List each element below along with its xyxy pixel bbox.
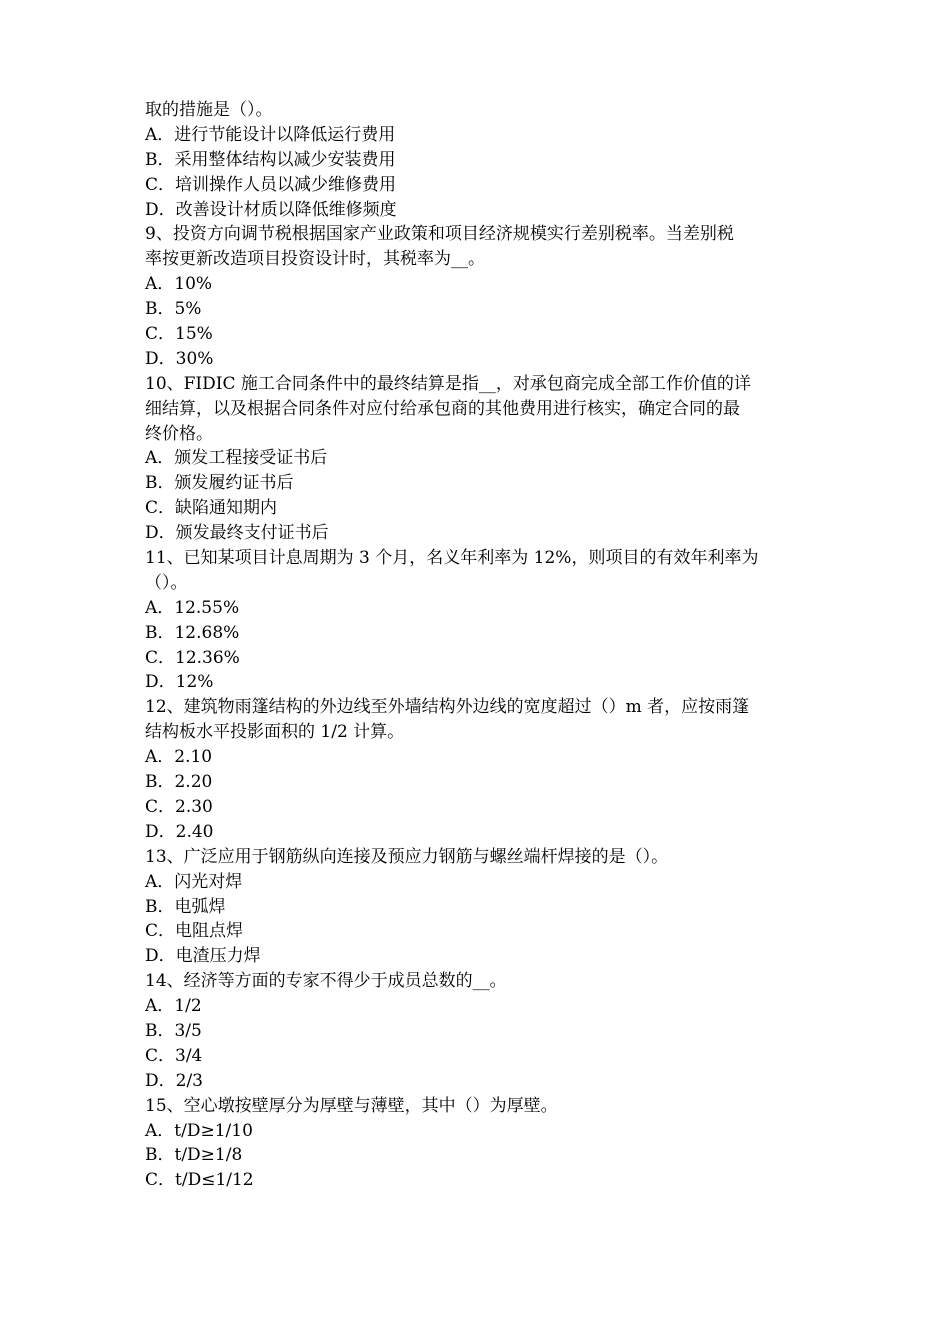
text-line: 15、空心墩按壁厚分为厚壁与薄壁，其中（）为厚壁。 bbox=[145, 1095, 558, 1116]
text-line: A．10% bbox=[145, 274, 213, 295]
text-line: C．3/4 bbox=[145, 1045, 203, 1066]
text-line: 取的措施是（）。 bbox=[145, 100, 273, 120]
text-line: 终价格。 bbox=[145, 423, 213, 444]
text-line: B．t/D≥1/8 bbox=[145, 1145, 243, 1166]
text-line: D．电渣压力焊 bbox=[145, 946, 261, 967]
text-line: D．2.40 bbox=[145, 821, 214, 842]
text-line: C．15% bbox=[145, 324, 213, 345]
text-line: 13、广泛应用于钢筋纵向连接及预应力钢筋与螺丝端杆焊接的是（）。 bbox=[145, 846, 669, 867]
text-line: B．2.20 bbox=[145, 772, 213, 793]
text-line: 率按更新改造项目投资设计时，其税率为__。 bbox=[145, 249, 485, 270]
text-line: 9、投资方向调节税根据国家产业政策和项目经济规模实行差别税率。当差别税 bbox=[145, 224, 734, 245]
text-line: 12、建筑物雨篷结构的外边线至外墙结构外边线的宽度超过（）m 者，应按雨篷 bbox=[145, 697, 750, 718]
text-line: D．30% bbox=[145, 348, 214, 369]
text-line: 11、已知某项目计息周期为 3 个月，名义年利率为 12%，则项目的有效年利率为 bbox=[145, 548, 759, 569]
text-line: C．12.36% bbox=[145, 647, 240, 668]
text-line: C．2.30 bbox=[145, 796, 213, 817]
text-line: D．2/3 bbox=[145, 1070, 203, 1091]
text-line: B．采用整体结构以减少安装费用 bbox=[145, 149, 396, 170]
text-line: B．电弧焊 bbox=[145, 896, 226, 917]
document-body bbox=[145, 98, 810, 1193]
text-line: B．3/5 bbox=[145, 1020, 202, 1041]
text-line: 结构板水平投影面积的 1/2 计算。 bbox=[145, 722, 405, 743]
text-line: A．t/D≥1/10 bbox=[145, 1120, 253, 1141]
text-line: C．电阻点焊 bbox=[145, 921, 244, 942]
text-line: （）。 bbox=[145, 572, 188, 593]
text-line: C．t/D≤1/12 bbox=[145, 1170, 254, 1191]
text-line: D．12% bbox=[145, 672, 214, 693]
text-line: C．缺陷通知期内 bbox=[145, 498, 278, 519]
text-line: B．5% bbox=[145, 299, 202, 320]
text-line: A．1/2 bbox=[145, 996, 202, 1017]
text-line: A．2.10 bbox=[145, 747, 213, 768]
text-line: C．培训操作人员以减少维修费用 bbox=[145, 174, 397, 195]
text-line: D．改善设计材质以降低维修频度 bbox=[145, 199, 397, 220]
text-line: B．颁发履约证书后 bbox=[145, 473, 294, 494]
text-line: D．颁发最终支付证书后 bbox=[145, 523, 329, 544]
text-line: 10、FIDIC 施工合同条件中的最终结算是指__，对承包商完成全部工作价值的详 bbox=[145, 373, 751, 394]
text-line: A．闪光对焊 bbox=[145, 871, 243, 892]
text-line: A．颁发工程接受证书后 bbox=[145, 448, 328, 469]
text-line: 14、经济等方面的专家不得少于成员总数的__。 bbox=[145, 971, 507, 992]
text-line: A．12.55% bbox=[145, 597, 240, 618]
text-line: 细结算，以及根据合同条件对应付给承包商的其他费用进行核实，确定合同的最 bbox=[145, 398, 740, 419]
text-line: A．进行节能设计以降低运行费用 bbox=[145, 124, 396, 145]
text-line: B．12.68% bbox=[145, 622, 240, 643]
